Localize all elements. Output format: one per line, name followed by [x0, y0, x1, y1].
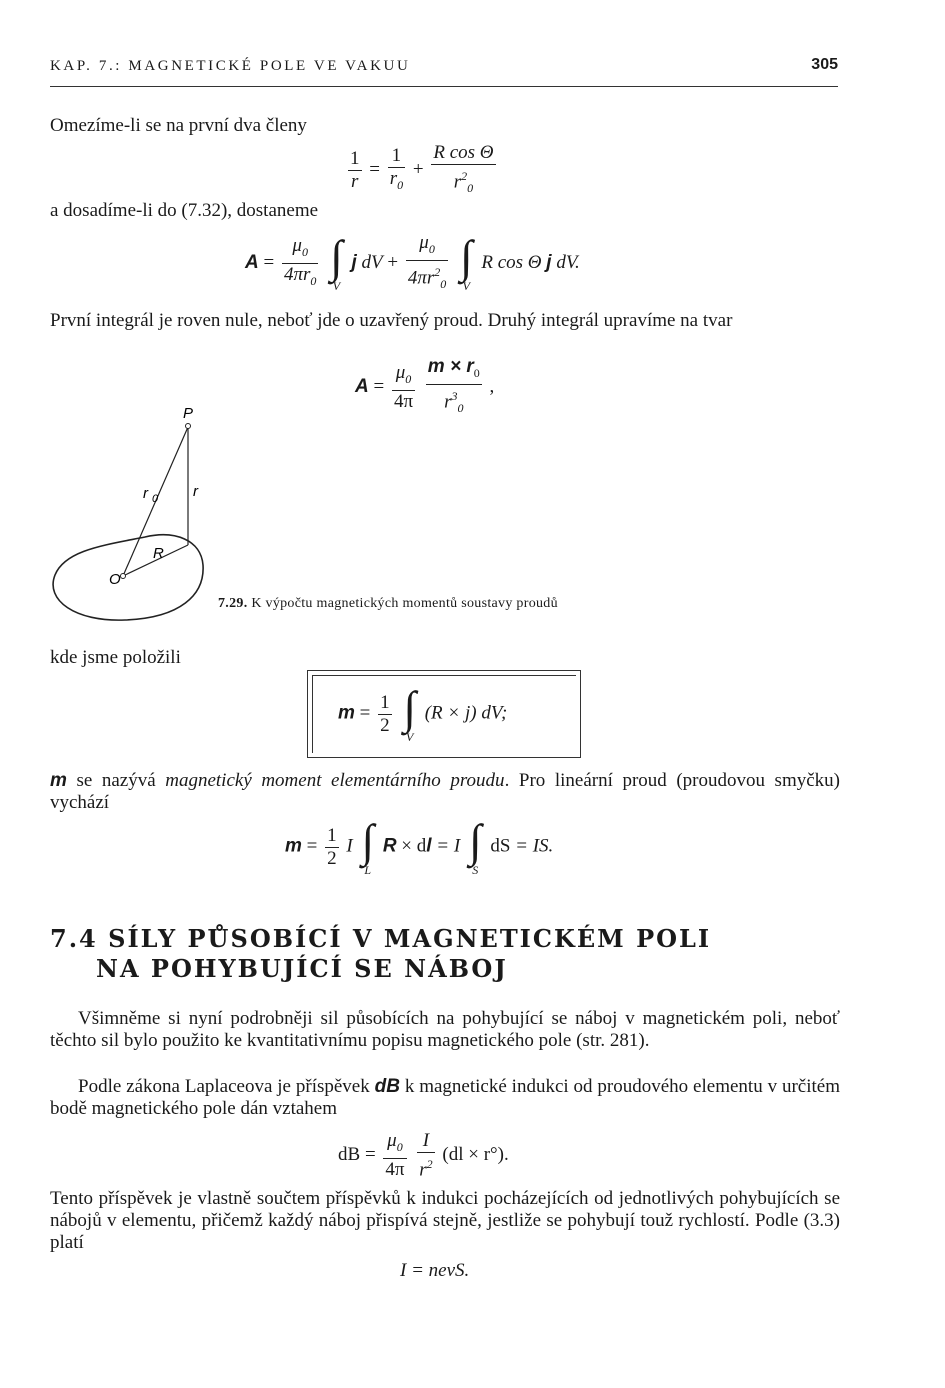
label-r0: r: [143, 485, 148, 502]
equation-2: A = $\frac{\mu_0}{4\pi r_0}$ ∫ V j dV + $\frac{\mu_0}{4\pi r^2_0}$ ∫ V R cos Θ j dV.: [245, 231, 580, 294]
equation-6: dB = $\frac{\mu_0}{4\pi}$ $\frac{I}{r^2}$ (dl × r°).: [338, 1130, 509, 1181]
paragraph-2: [50, 200, 840, 222]
equation-4: m = $\frac{1}{2}$ ∫ V (R × j) dV;: [338, 682, 508, 744]
running-header: [50, 58, 838, 87]
paragraph-2-text: a dosadíme-li do (7.32), dostaneme: [50, 200, 319, 221]
boxed-equation-frame: [307, 670, 581, 758]
equation-5: m = $\frac{1}{2}$ I ∫ L R × dl = I ∫ S dS = IS.: [285, 815, 554, 877]
paragraph-4: [50, 647, 840, 669]
paragraph-4-text: kde jsme položili: [50, 647, 181, 668]
figure-7-29: [45, 400, 220, 630]
section-heading: [50, 924, 840, 984]
caption-text: K výpočtu magnetických momentů soustavy proudů: [251, 596, 558, 611]
caption-number: 7.29.: [218, 596, 248, 611]
paragraph-3-text: První integrál je roven nule, neboť jde o uzavřený proud. Druhý integrál upravíme na tvar: [50, 310, 733, 331]
page-number: 305: [811, 56, 838, 73]
label-r0-sub: 0: [152, 493, 159, 505]
equation-1: $\frac{1}{r}$ = $\frac{1}{r_0}$ + $\frac{\text{R cos Θ}}{r^2_0}$: [345, 142, 499, 199]
section-number: 7.4: [50, 924, 98, 953]
header-title: KAP. 7.: MAGNETICKÉ POLE VE VAKUU: [50, 58, 411, 74]
paragraph-5: m se nazývá magnetický moment elementárního proudu. Pro lineární proud (proudovou smyčku) vychází: [50, 770, 840, 813]
eq1-lhs: $\frac{1}{r}$: [350, 148, 360, 193]
paragraph-8-text: Tento příspěvek je vlastně součtem příspěvků k indukci pocházejících od jednotlivých pohybujících se nábojů v elementu, přičemž každý náboj přispívá stejně, jestliže se pohybují touž rychlostí. Podle (3.3) platí: [50, 1188, 840, 1253]
label-r: r: [193, 483, 198, 500]
paragraph-8: [50, 1188, 840, 1254]
paragraph-3: [50, 310, 840, 332]
eq1-term1: $\frac{1}{r_0}$: [388, 145, 405, 196]
point-O: [121, 574, 126, 579]
paragraph-6-text: Všimněme si nyní podrobněji sil působících na pohybující se náboj v magnetickém poli, neboť těchto sil bylo použito ke kvantitativnímu popisu magnetického pole (str. 281).: [50, 1008, 840, 1051]
eq1-term2: $\frac{\text{R cos Θ}}{r^2_0}$: [431, 142, 495, 199]
equation-7: I = nevS.: [400, 1260, 470, 1281]
section-title-line-2: NA POHYBUJÍCÍ SE NÁBOJ: [96, 954, 508, 983]
paragraph-1-text: Omezíme-li se na první dva členy: [50, 115, 307, 136]
point-P: [186, 424, 191, 429]
label-P: P: [183, 405, 194, 422]
current-loop-outline: [53, 535, 203, 620]
section-title-line-1: SÍLY PŮSOBÍCÍ V MAGNETICKÉM POLI: [108, 924, 712, 953]
paragraph-1: [50, 115, 840, 137]
label-O: O: [109, 571, 121, 588]
figure-caption: [218, 596, 558, 612]
equation-3: A = $\frac{\mu_0}{4\pi}$ $\frac{m \times r_0}{r^3_0}$ ,: [355, 356, 494, 419]
paragraph-7: Podle zákona Laplaceova je příspěvek dB k magnetické indukci od proudového elementu v určitém bodě magnetického pole dán vztahem: [50, 1076, 840, 1119]
label-R: R: [153, 545, 164, 562]
paragraph-6: [50, 1008, 840, 1052]
